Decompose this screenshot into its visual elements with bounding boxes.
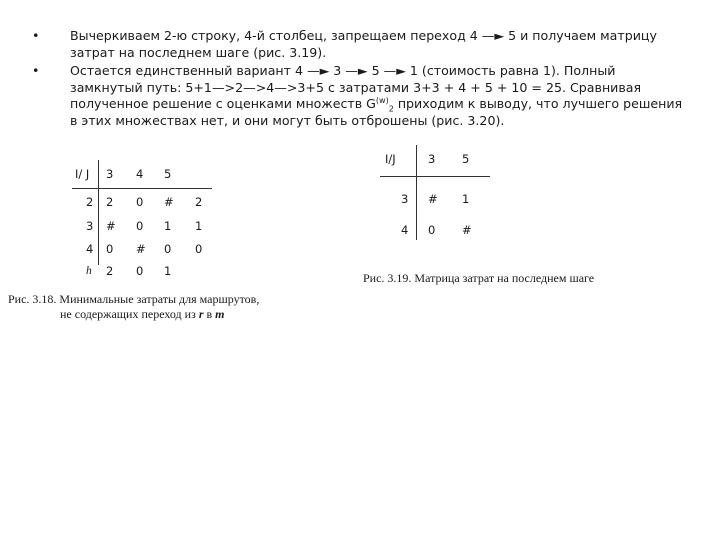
table-cell: 1 [195, 219, 203, 233]
table-cell: 3 [401, 192, 409, 206]
bullet-marker: • [32, 63, 40, 78]
table-cell: 2 [106, 195, 114, 209]
figure-caption-319: Рис. 3.19. Матрица затрат на последнем шаге [363, 271, 595, 285]
table-header-corner: I/ J [75, 167, 90, 181]
h-row-cell: 1 [164, 264, 172, 278]
h-row-label: h [86, 265, 92, 277]
subscript: 2 [388, 104, 394, 114]
figure-caption-318 [8, 292, 259, 322]
table-cell: 2 [195, 195, 203, 209]
table-cell: 2 [86, 195, 94, 209]
table-cell: # [164, 195, 174, 209]
bullet-text: Вычеркиваем 2-ю строку, 4-й столбец, запрещаем переход 4 —► 5 и получаем матрицу затрат на последнем шаге (рис. 3.19). [70, 28, 657, 60]
table-cell: # [462, 223, 472, 237]
bullet-list [32, 28, 692, 131]
bullet-text-part: Остается единственный вариант 4 —► 3 —► 5 —► 1 (стоимость равна 1). Полный замкнутый путь: 5+1—>2—>4—>3+5 с затратами 3+3 + 4 + 5 + 10 = 25. Сравнивая полученное решение с оценками множеств G [70, 63, 642, 111]
table-divider [72, 188, 212, 189]
table-cell: 0 [428, 223, 436, 237]
caption-text: не содержащих переход из [60, 307, 199, 321]
table-cell: # [136, 242, 146, 256]
table-header-corner: I/J [385, 152, 396, 166]
table-cell: # [428, 192, 438, 206]
table-cell: 4 [86, 242, 94, 256]
table-cell: 1 [462, 192, 470, 206]
caption-var: m [215, 307, 225, 321]
table-cell: 0 [136, 195, 144, 209]
bullet-text-part: приходим к выводу, что лучшего решения в этих множествах нет, и они могут быть отброшены (рис. 3.20). [70, 96, 683, 128]
table-cell: 4 [401, 223, 409, 237]
bullet-marker: • [32, 28, 40, 43]
superscript: (w) [375, 95, 389, 105]
table-divider [380, 176, 490, 177]
bullet-item [32, 63, 692, 129]
table-cell: 1 [164, 219, 172, 233]
h-row-cell: 0 [136, 264, 144, 278]
table-cell: 0 [106, 242, 114, 256]
table-header-cell: 4 [136, 167, 144, 181]
table-header-cell: 3 [106, 167, 114, 181]
caption-line [8, 307, 259, 322]
table-header-cell: 5 [164, 167, 172, 181]
table-cell: 0 [136, 219, 144, 233]
caption-text: в [203, 307, 216, 321]
bullet-item [32, 28, 692, 61]
table-header-cell: 3 [428, 152, 436, 166]
table-header-cell: 5 [462, 152, 470, 166]
table-divider [416, 145, 417, 240]
table-cell: # [106, 219, 116, 233]
table-cell: 0 [195, 242, 203, 256]
table-cell: 3 [86, 219, 94, 233]
table-cell: 0 [164, 242, 172, 256]
bullet-text [70, 63, 682, 128]
table-divider [98, 160, 99, 265]
caption-line: Рис. 3.18. Минимальные затраты для маршрутов, [8, 292, 260, 306]
h-row-cell: 2 [106, 264, 114, 278]
caption-var: r [198, 307, 204, 321]
